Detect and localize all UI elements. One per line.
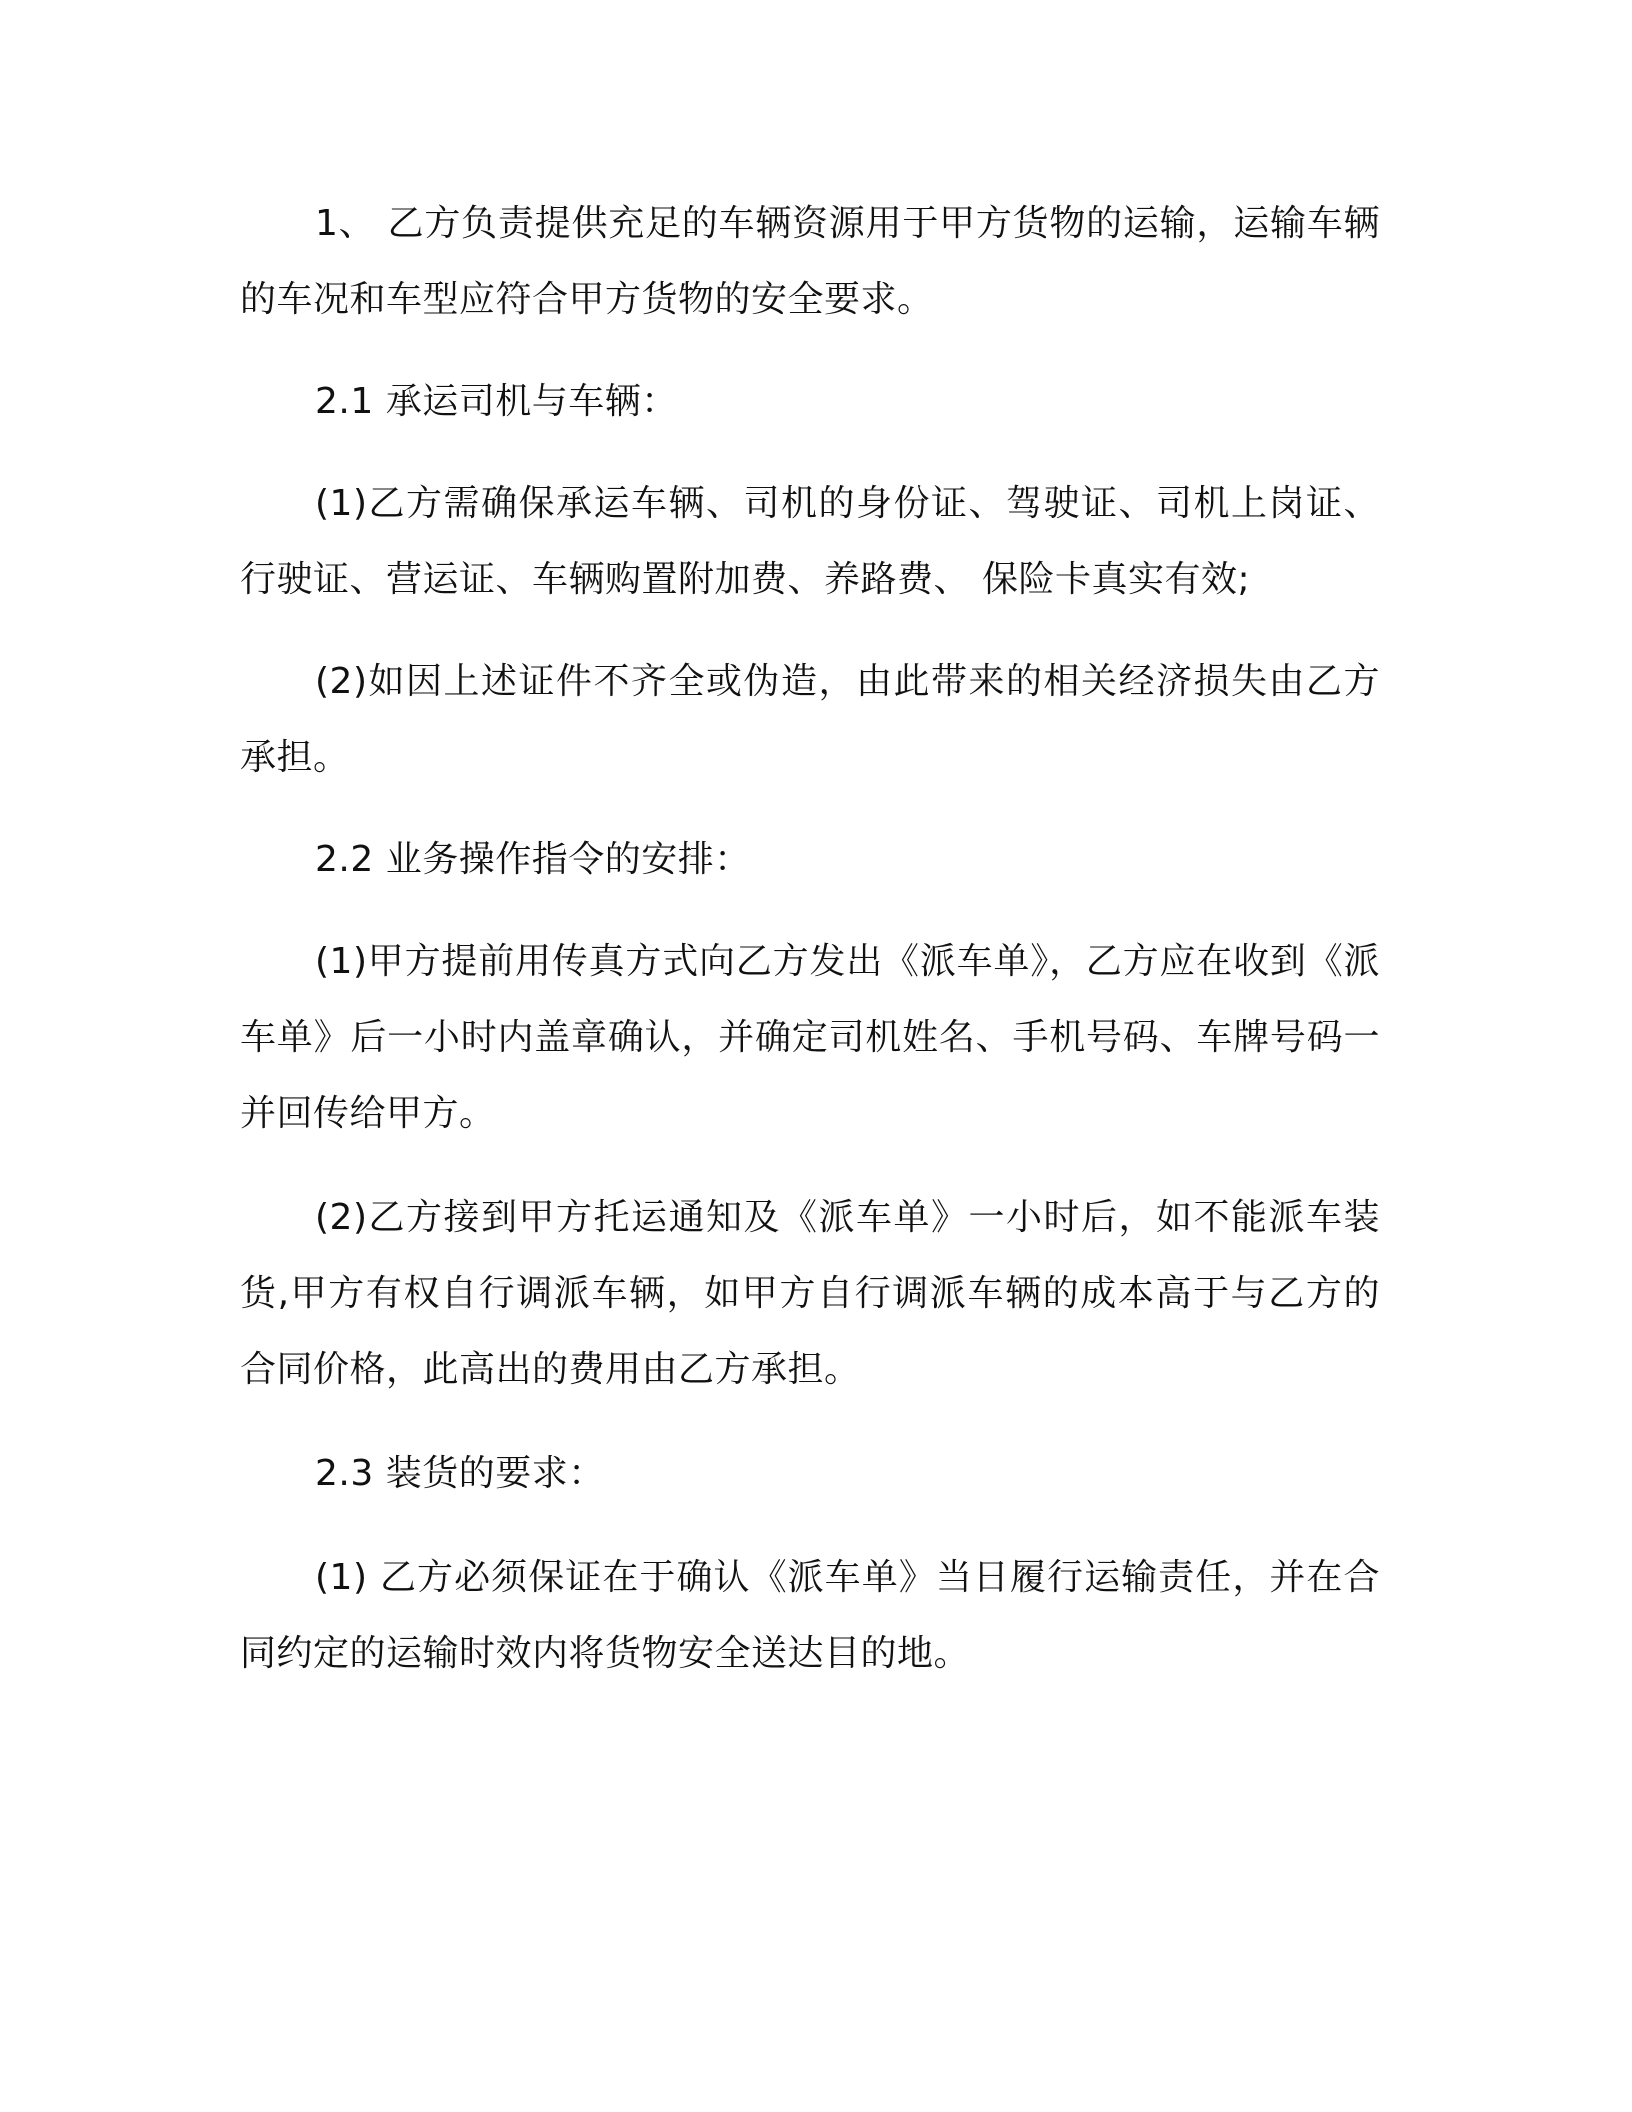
paragraph-vehicle-resources: 1、 乙方负责提供充足的车辆资源用于甲方货物的运输，运输车辆的车况和车型应符合甲方货物的安全要求。 [240,203,1380,320]
heading-operation-instructions: 2.2 业务操作指令的安排： [315,839,751,880]
paragraph-dispatch-order: (1)甲方提前用传真方式向乙方发出《派车单》，乙方应在收到《派车单》后一小时内盖章确认，并确定司机姓名、手机号码、车牌号码一并回传给甲方。 [240,941,1380,1134]
document-body [240,186,1380,1692]
heading-loading-requirements: 2.3 装货的要求： [315,1453,605,1494]
paragraph-dispatch-failure: (2)乙方接到甲方托运通知及《派车单》一小时后，如不能派车装货,甲方有权自行调派车辆，如甲方自行调派车辆的成本高于与乙方的合同价格，此高出的费用由乙方承担。 [240,1197,1380,1390]
heading-drivers-and-vehicles: 2.1 承运司机与车辆： [315,381,678,422]
paragraph-documents-liability: (2)如因上述证件不齐全或伪造，由此带来的相关经济损失由乙方承担。 [240,661,1380,778]
paragraph-documents-valid: (1)乙方需确保承运车辆、司机的身份证、驾驶证、司机上岗证、行驶证、营运证、车辆购置附加费、养路费、 保险卡真实有效; [240,483,1380,600]
paragraph-delivery-obligation: (1) 乙方必须保证在于确认《派车单》当日履行运输责任，并在合同约定的运输时效内将货物安全送达目的地。 [240,1557,1380,1674]
